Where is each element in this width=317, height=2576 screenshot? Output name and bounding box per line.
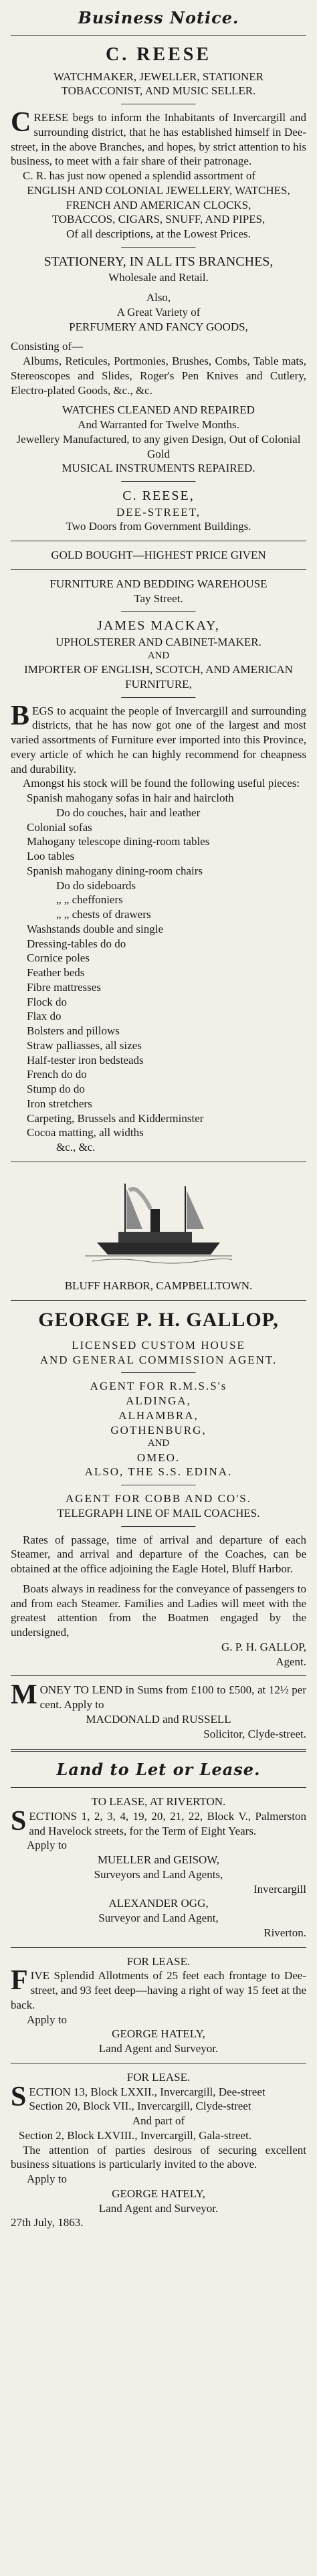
mackay-advertisement <box>11 577 306 1155</box>
text-line: A Great Variety of <box>116 305 201 318</box>
ship-name: GOTHENBURG, <box>110 1423 207 1437</box>
cobb-line: TELEGRAPH LINE OF MAIL COACHES. <box>57 1506 260 1520</box>
advertiser-name: C. REESE <box>105 43 212 65</box>
date-line: 27th July, 1863. <box>11 2216 84 2229</box>
ad-heading: FOR LEASE. <box>126 2070 191 2084</box>
list-item: Fibre mattresses <box>27 980 101 994</box>
lease-advertisement-2 <box>11 2070 306 2230</box>
signature-note: Two Doors from Government Buildings. <box>66 520 251 533</box>
stock-list <box>11 791 306 1155</box>
money-advertisement <box>11 1679 306 1741</box>
paragraph: Rates of passage, time of arrival and departure of each Steamer, and arrival and departure of the Coaches, can be obtained at the office adjoining the Eagle Hotel, Bluff Harbor. <box>11 1533 306 1576</box>
gallop-advertisement <box>11 1170 306 1669</box>
list-item: Flax do <box>27 1010 62 1023</box>
list-item: Spanish mahogany sofas in hair and haircloth <box>27 792 234 805</box>
section-line: Section 2, Block LXVIII., Invercargill, Gala-street. <box>19 2128 252 2142</box>
intro-paragraph: MONEY TO LEND in Sums from £100 to £500, at 12½ per cent. Apply to <box>11 1679 306 1712</box>
list-item: Mahogany telescope dining-room tables <box>27 835 210 848</box>
trade-line: LICENSED CUSTOM HOUSE <box>72 1338 245 1352</box>
gold-notice: GOLD BOUGHT—HIGHEST PRICE GIVEN <box>51 549 266 562</box>
divider <box>121 1485 196 1486</box>
text-line: Consisting of— <box>11 340 84 353</box>
divider <box>11 1947 306 1948</box>
list-item: Dressing-tables do do <box>27 937 126 950</box>
list-item: Do do couches, hair and leather <box>56 806 201 819</box>
divider <box>121 1526 196 1528</box>
list-item: Spanish mahogany dining-room chairs <box>27 864 203 877</box>
ship-name: ALHAMBRA, <box>118 1408 199 1422</box>
reese-advertisement <box>11 43 306 563</box>
divider <box>121 611 196 612</box>
stock-line: STATIONERY, IN ALL ITS BRANCHES, <box>43 254 274 269</box>
intro-paragraph: SECTIONS 1, 2, 3, 4, 19, 20, 21, 22, Block V., Palmerston and Havelock streets, for the Term of Eight Years. <box>11 1805 306 1837</box>
ad-heading: FOR LEASE. <box>126 1954 191 1968</box>
signature: G. P. H. GALLOP, <box>221 1640 306 1653</box>
double-divider <box>11 1749 306 1752</box>
intro-paragraph: SECTION 13, Block LXXII., Invercargill, Dee-street <box>11 2081 266 2112</box>
stock-line: TOBACCOS, CIGARS, SNUFF, AND PIPES, <box>51 213 266 226</box>
list-item: „ „ cheffoniers <box>56 893 123 907</box>
advertiser-name: GEORGE P. H. GALLOP, <box>38 1308 279 1331</box>
section-heading-land: Land to Let or Lease. <box>56 1760 261 1780</box>
list-item: Iron stretchers <box>27 1097 92 1110</box>
list-item: Feather beds <box>27 966 85 980</box>
ship-name: OMEO. <box>136 1451 181 1464</box>
drop-cap: B <box>11 700 30 731</box>
stock-line: Wholesale and Retail. <box>108 271 209 284</box>
signature-role: Agent. <box>276 1655 306 1668</box>
agent-place: Riverton. <box>263 1926 306 1939</box>
agent-name: GEORGE HATELY, <box>112 2027 205 2041</box>
ship-name: AND <box>147 1438 170 1449</box>
and-line: AND <box>147 650 170 661</box>
paragraph: Amongst his stock will be found the following useful pieces: <box>23 777 300 790</box>
intro-paragraph: FIVE Splendid Allotments of 25 feet each frontage to Dee-street, and 93 feet deep—having a right of way 15 feet at the back. <box>11 1965 306 2011</box>
agent-name: GEORGE HATELY, <box>112 2187 205 2200</box>
ad-heading: TO LEASE, AT RIVERTON. <box>91 1795 226 1809</box>
agent-role: Land Agent and Surveyor. <box>98 2201 219 2215</box>
list-item: Bolsters and pillows <box>27 1024 120 1038</box>
divider <box>11 1300 306 1301</box>
firm-name: MUELLER and GEISOW, <box>97 1853 220 1867</box>
list-item: Straw palliasses, all sizes <box>27 1038 142 1052</box>
paragraph: Boats always in readiness for the conveyance of passengers to and from each Steamer. Families and Ladies will meet with the greatest attention from the Boatmen engaged by the undersigned, <box>11 1582 306 1639</box>
trade-line: UPHOLSTERER AND CABINET-MAKER. <box>56 636 261 649</box>
apply-line: Apply to <box>27 2013 67 2026</box>
drop-cap: S <box>11 1805 27 1837</box>
section-heading-business-notice: Business Notice. <box>78 8 239 27</box>
also-line: ALSO, THE S.S. EDINA. <box>84 1465 233 1479</box>
list-item: French do do <box>27 1068 87 1081</box>
trade-line: TOBACCONIST, AND MUSIC SELLER. <box>61 84 256 98</box>
intro-paragraph: BEGS to acquaint the people of Invercargill and surrounding districts, that he has now got one of the largest and most varied assortments of Furniture ever imported into this Province, every article of which he can highly recommend for cheapness and durability. <box>11 700 306 775</box>
ad-street: Tay Street. <box>134 591 183 605</box>
stock-line: ENGLISH AND COLONIAL JEWELLERY, WATCHES, FRENCH AND AMERICAN CLOCKS, <box>27 183 290 211</box>
divider <box>11 569 306 570</box>
text-line: MUSICAL INSTRUMENTS REPAIRED. <box>62 462 255 475</box>
trade-line: AND GENERAL COMMISSION AGENT. <box>39 1353 278 1366</box>
paragraph: C. R. has just now opened a splendid assortment of <box>23 169 255 183</box>
advertiser-name: JAMES MACKAY, <box>97 618 220 634</box>
signature-street: DEE-STREET, <box>116 505 201 519</box>
list-item: Do do sideboards <box>56 879 136 892</box>
newspaper-column <box>11 0 306 2230</box>
agent-role: Land Agent and Surveyor. <box>98 2042 219 2055</box>
list-item: Stump do do <box>27 1083 85 1096</box>
steamship-illustration <box>78 1170 239 1271</box>
signature: C. REESE, <box>122 488 195 504</box>
firm-name: MACDONALD and RUSSELL <box>86 1712 231 1726</box>
text-line: Jewellery Manufactured, to any given Design, Out of Colonial Gold <box>16 432 301 460</box>
list-item: Flock do <box>27 995 67 1008</box>
trade-line: IMPORTER OF ENGLISH, SCOTCH, AND AMERICAN FURNITURE, <box>24 663 293 691</box>
firm-role: Solicitor, Clyde-street. <box>203 1727 306 1740</box>
apply-line: Apply to <box>27 1839 67 1852</box>
divider <box>121 481 196 482</box>
ad-place: BLUFF HARBOR, CAMPBELLTOWN. <box>64 1279 253 1292</box>
section-line: Section 20, Block VII., Invercargill, Clyde-street <box>29 2100 251 2113</box>
cobb-line: AGENT FOR COBB AND CO'S. <box>66 1492 251 1505</box>
list-item: Colonial sofas <box>27 820 92 834</box>
divider <box>121 1372 196 1374</box>
firm-role: Surveyors and Land Agents, <box>94 1867 223 1881</box>
apply-line: Apply to <box>27 2173 67 2186</box>
agent-name: ALEXANDER OGG, <box>108 1897 209 1910</box>
drop-cap: M <box>11 1679 37 1711</box>
drop-cap: C <box>11 107 31 139</box>
list-item: Carpeting, Brussels and Kidderminster <box>27 1111 204 1125</box>
ad-heading: FURNITURE AND BEDDING WAREHOUSE <box>49 577 268 590</box>
text-line: PERFUMERY AND FANCY GOODS, <box>69 320 248 333</box>
firm-place: Invercargill <box>253 1882 306 1896</box>
text-line: Also, <box>146 291 171 304</box>
and-part: And part of <box>132 2114 185 2128</box>
list-item: Loo tables <box>27 850 75 863</box>
riverton-advertisement <box>11 1795 306 1940</box>
divider <box>11 1675 306 1676</box>
divider <box>121 247 196 248</box>
divider <box>121 697 196 699</box>
lease-advertisement-1 <box>11 1954 306 2056</box>
list-item: Washstands double and single <box>27 922 164 935</box>
drop-cap: F <box>11 1965 28 1997</box>
list-item: „ „ chests of drawers <box>56 908 151 921</box>
goods-list: Albums, Reticules, Portmonies, Brushes, Combs, Table mats, Stereoscopes and Slides, Roger's Pen Knives and Cutlery, Electro-plated Goods, &c., &c. <box>11 355 306 397</box>
text-line: WATCHES CLEANED AND REPAIRED <box>62 403 255 417</box>
agent-for: AGENT FOR R.M.S.S's <box>90 1380 227 1393</box>
divider <box>11 1787 306 1788</box>
agent-role: Surveyor and Land Agent, <box>98 1912 219 1925</box>
drop-cap: S <box>11 2081 27 2112</box>
list-item: Cornice poles <box>27 951 90 965</box>
divider <box>121 104 196 105</box>
ship-name: ALDINGA, <box>126 1394 191 1408</box>
trade-line: WATCHMAKER, JEWELLER, STATIONER <box>53 70 264 83</box>
list-item: Half-tester iron bedsteads <box>27 1053 144 1067</box>
text-line: And Warranted for Twelve Months. <box>78 418 239 432</box>
intro-paragraph: CREESE begs to inform the Inhabitants of Invercargill and surrounding district, that he has established himself in Dee-street, in the above Branches, and hopes, by strict attention to his business, to meet with a fair share of their patronage. <box>11 107 306 168</box>
list-item: &c., &c. <box>56 1141 96 1154</box>
paragraph: The attention of parties desirous of securing excellent business situations is particularly invited to the above. <box>11 2143 306 2171</box>
divider <box>11 35 306 36</box>
list-item: Cocoa matting, all widths <box>27 1126 144 1139</box>
stock-line: Of all descriptions, at the Lowest Prices. <box>66 227 251 241</box>
